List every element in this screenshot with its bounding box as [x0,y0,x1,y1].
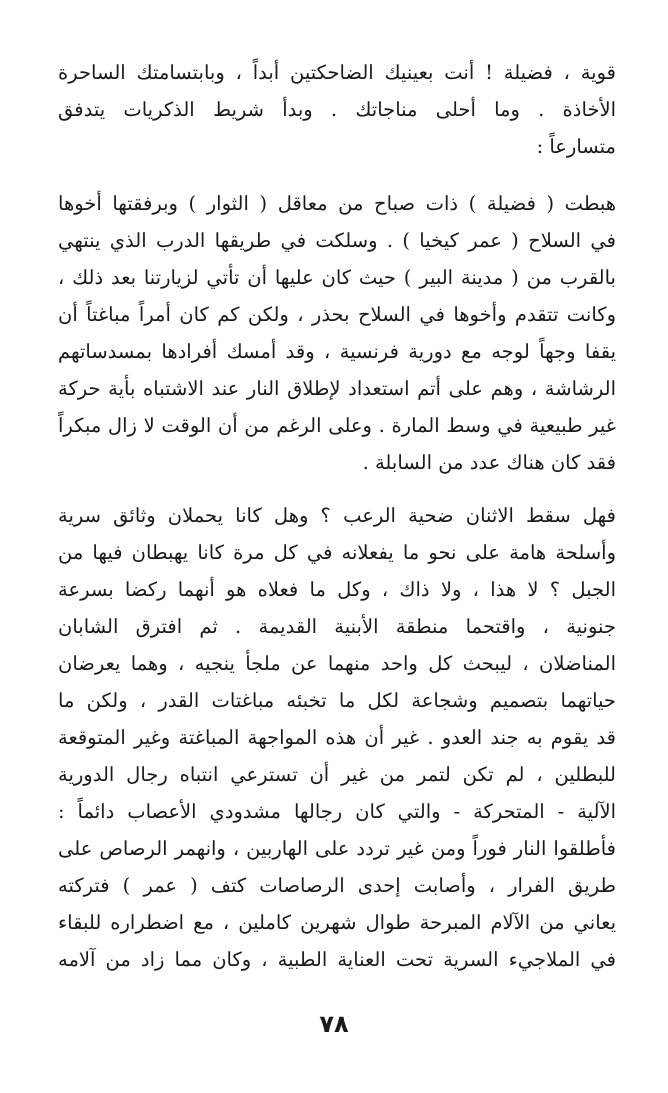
text-line: فهل سقط الاثنان ضحية الرعب ؟ وهل كانا يحملان وثائق سرية [58,504,616,527]
text-line: غير طبيعية في وسط المارة . وعلى الرغم من أن الوقت لا زال مبكراً [58,414,616,437]
text-line: طريق الفرار ، وأصابت إحدى الرصاصات كتف ( عمر ) فتركته [58,874,616,897]
text-line: المناضلان ، ليبحث كل واحد منهما عن ملجأ ينجيه ، وهما يعرضان [58,652,616,675]
text-line: فأطلقوا النار فوراً ومن غير تردد على الهاربين ، وانهمر الرصاص على [58,837,616,860]
text-line: فقد كان هناك عدد من السابلة . [362,451,616,474]
paragraph-3 [58,497,616,978]
paragraph-2 [58,185,616,481]
text-line: الرشاشة ، وهم على أتم استعداد لإطلاق النار عند الاشتباه بأية حركة [58,377,616,400]
text-line: بالقرب من ( مدينة البير ) حيث كان عليها أن تأتي لزيارتنا بعد ذلك ، [58,266,616,289]
paragraph-1 [58,54,616,165]
text-line: جنونية ، واقتحما منطقة الأبنية القديمة . ثم افترق الشابان [58,615,616,638]
text-line: وأسلحة هامة على نحو ما يفعلانه في كل مرة كانا يهبطان فيها من [58,541,616,564]
text-line: حياتهما بتصميم وشجاعة لكل ما تخبئه مباغتات القدر ، ولكن ما [58,689,616,712]
text-line: الآلية - المتحركة - والتي كان رجالها مشدودي الأعصاب دائماً : [58,800,616,823]
text-line: متسارعاً : [536,135,616,158]
text-line: يقفا وجهاً لوجه مع دورية فرنسية ، وقد أمسك أفرادها بمسدساتهم [58,340,616,363]
text-line: في الملاجيء السرية تحت العناية الطبية ، وكان مما زاد من آلامه [58,948,616,971]
text-line: الجبل ؟ لا هذا ، ولا ذاك ، وكل ما فعلاه هو أنهما ركضا بسرعة [58,578,616,601]
text-line: يعاني من الآلام المبرحة طوال شهرين كاملين ، مع اضطراره للبقاء [58,911,616,934]
text-line: هبطت ( فضيلة ) ذات صباح من معاقل ( الثوار ) وبرفقتها أخوها [58,192,616,215]
text-line: للبطلين ، لم تكن لتمر من غير أن تسترعي انتباه رجال الدورية [58,763,616,786]
text-line: قد يقوم به جند العدو . غير أن هذه المواجهة المباغتة وغير المتوقعة [58,726,616,749]
text-line: الأخاذة . وما أحلى مناجاتك . وبدأ شريط الذكريات يتدفق [58,98,616,121]
text-line: قوية ، فضيلة ! أنت بعينيك الضاحكتين أبداً ، وبابتسامتك الساحرة [58,61,616,84]
text-line: وكانت تتقدم وأخوها في السلاح بحذر ، ولكن كم كان أمراً مباغتاً أن [58,303,616,326]
page-number: ٧٨ [319,1010,349,1038]
text-line: في السلاح ( عمر كيخيا ) . وسلكت في طريقها الدرب الذي ينتهي [58,229,616,252]
